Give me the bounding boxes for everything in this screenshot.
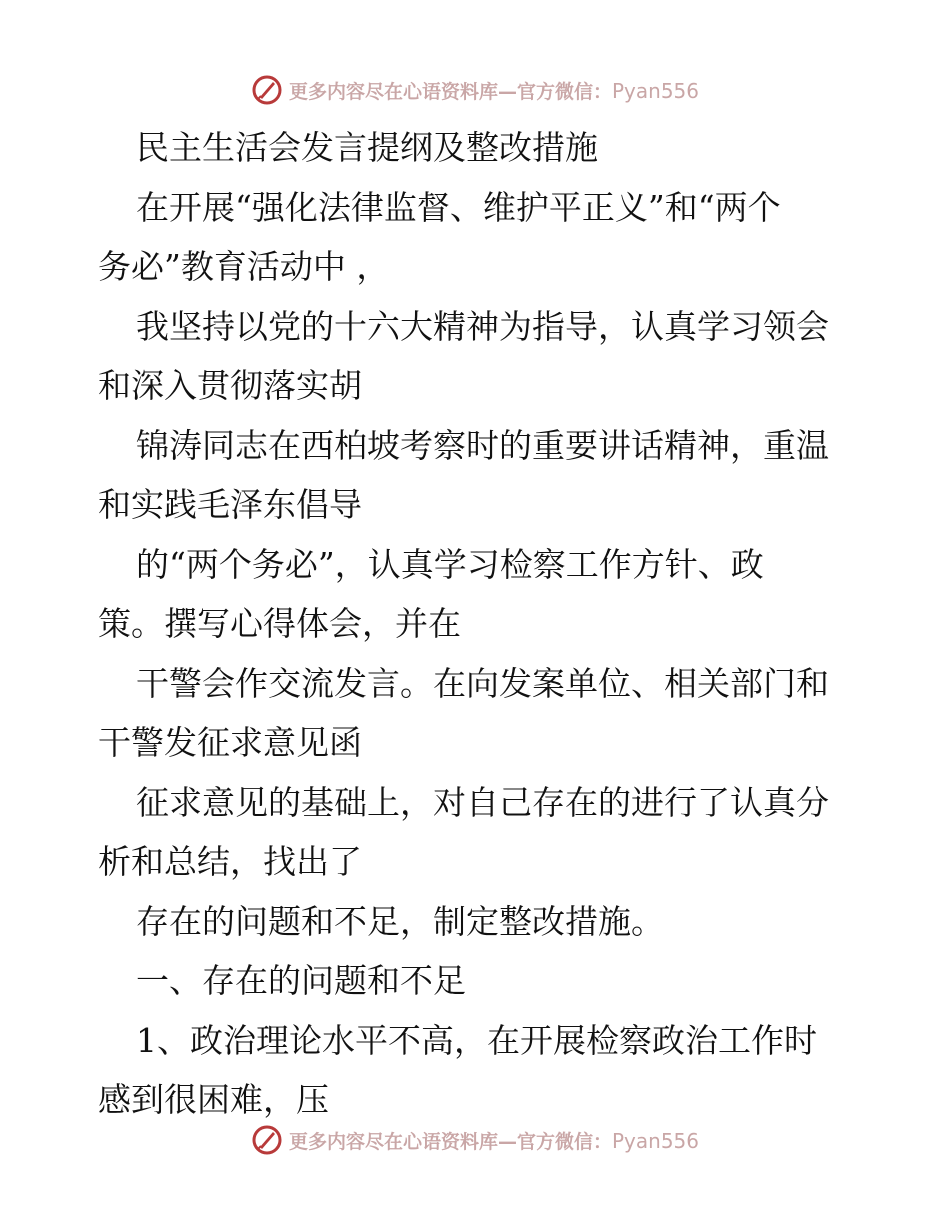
footer-banner-text: [289, 1127, 699, 1154]
footer-banner-label: 更多内容尽在心语资料库—官方微信：: [288, 1130, 612, 1153]
paragraph-line: 1、政治理论水平不高，在开展检察政治工作时: [136, 1020, 817, 1060]
section-heading: 一、存在的问题和不足: [136, 961, 466, 1000]
footer-banner: [0, 1120, 950, 1160]
quill-circle-logo-icon: [251, 1124, 283, 1156]
paragraph-line: 析和总结，找出了: [98, 842, 362, 881]
paragraph-line: 感到很困难，压: [98, 1080, 329, 1119]
paragraph-line: 存在的问题和不足，制定整改措施。: [136, 901, 664, 941]
header-wechat-id: Pyan556: [612, 78, 700, 103]
quill-circle-logo-icon: [251, 74, 283, 106]
paragraph-line: 我坚持以党的十六大精神为指导，认真学习领会: [136, 306, 829, 346]
document-title: 民主生活会发言提纲及整改措施: [136, 128, 598, 167]
header-banner-label: 更多内容尽在心语资料库—官方微信：: [288, 80, 612, 103]
paragraph-line: 锦涛同志在西柏坡考察时的重要讲话精神，重温: [136, 425, 829, 465]
paragraph-line: 在开展“强化法律监督、维护平正义”和“两个: [136, 187, 781, 227]
paragraph-line: 征求意见的基础上，对自己存在的进行了认真分: [136, 782, 829, 822]
paragraph-line: 干警发征求意见函: [98, 723, 362, 762]
header-banner: [0, 70, 950, 110]
footer-wechat-id: Pyan556: [612, 1128, 700, 1153]
document-body: [98, 118, 858, 1130]
paragraph-line: 干警会作交流发言。在向发案单位、相关部门和: [136, 663, 829, 703]
paragraph-line: 务必”教育活动中 ，: [98, 247, 390, 286]
paragraph-line: 和实践毛泽东倡导: [98, 485, 362, 524]
paragraph-line: 和深入贯彻落实胡: [98, 366, 362, 405]
paragraph-line: 策。撰写心得体会，并在: [98, 604, 461, 643]
paragraph-line: 的“两个务必”，认真学习检察工作方针、政: [136, 544, 764, 584]
header-banner-text: [289, 77, 699, 104]
